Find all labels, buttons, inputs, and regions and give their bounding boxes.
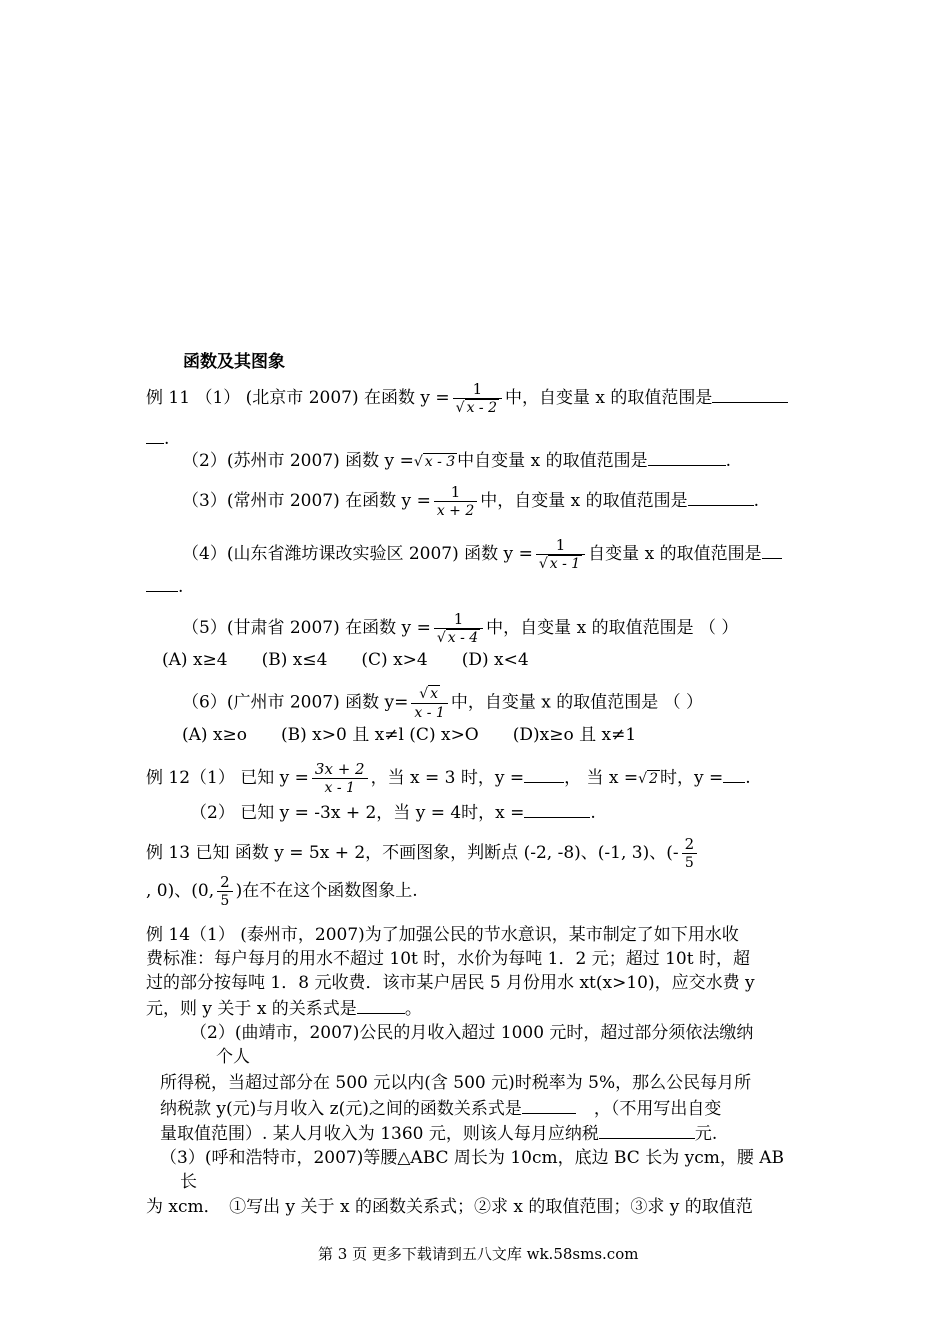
answer-blank[interactable] [723, 766, 745, 783]
ex14-line: （3）(呼和浩特市，2007)等腰△ABC 周长为 10cm，底边 BC 长为 ycm，腰 AB [160, 1148, 785, 1168]
ex12-part1: 例 12（1） 已知 y = $\frac{3x + 2}{x - 1}$ ，当 x = 3 时，y = ， 当 x =√ 2 时，y = . [146, 760, 751, 796]
fraction: $\frac{1}{√ x - 1}$ [536, 536, 585, 573]
ex14-line: 个人 [216, 1047, 250, 1067]
page-footer: 第 3 页 更多下载请到五八文库 wk.58sms.com [318, 1245, 639, 1263]
ex11-part5-options: (A) x≥4 (B) x≤4 (C) x>4 (D) x<4 [162, 650, 529, 670]
ex14-line: 为 xcm． ①写出 y 关于 x 的函数关系式；②求 x 的取值范围；③求 y 的取值范 [146, 1197, 753, 1217]
ex12-part2: （2） 已知 y = -3x + 2，当 y = 4时，x = . [190, 803, 596, 823]
ex14-line: 长 [180, 1172, 197, 1192]
ex14-line: （2）(曲靖市，2007)公民的月收入超过 1000 元时，超过部分须依法缴纳 [190, 1023, 754, 1043]
ex11-part3: （3）(常州市 2007) 在函数 y = $\frac{1}{x + 2}$ 中，自变量 x 的取值范围是 . [182, 483, 760, 519]
answer-blank[interactable] [146, 575, 178, 592]
ex14-line: 费标准：每户每月的用水不超过 10t 时，水价为每吨 1．2 元；超过 10t 时，超 [146, 949, 750, 969]
ex14-line: 例 14（1） (泰州市，2007)为了加强公民的节水意识，某市制定了如下用水收 [146, 925, 739, 945]
ex14-line: 元，则 y 关于 x 的关系式是 。 [146, 999, 422, 1019]
sqrt-expression: √ 2 [638, 771, 658, 787]
ex13-line2: , 0)、(0, $\frac{2}{5}$ )在不在这个函数图象上. [146, 873, 418, 909]
ex11-part1: 例 11 （1） (北京市 2007) 在函数 y = $\frac{1}{√ x - 2}$ 中，自变量 x 的取值范围是 [146, 380, 788, 417]
fraction: $\frac{1}{x + 2}$ [434, 483, 477, 520]
answer-blank[interactable] [357, 997, 405, 1014]
ex11-part6: （6）(广州市 2007) 函数 y= $\frac{√ x}{x - 1}$ 中，自变量 x 的取值范围是 （ ） [182, 686, 704, 721]
answer-blank[interactable] [524, 801, 590, 818]
fraction: $\frac{2}{5}$ [217, 873, 233, 910]
ex11-part5: （5）(甘肃省 2007) 在函数 y = $\frac{1}{√ x - 4}$ 中，自变量 x 的取值范围是 （ ） [182, 610, 739, 646]
ex11-part2: （2）(苏州市 2007) 函数 y =√ x - 3 中自变量 x 的取值范围是 . [182, 451, 731, 471]
ex11-part6-options: (A) x≥o (B) x>0 且 x≠l (C) x>O (D)x≥o 且 x≠1 [182, 725, 637, 745]
fraction: $\frac{1}{√ x - 2}$ [453, 380, 502, 417]
ex14-line: 纳税款 y(元)与月收入 z(元)之间的函数关系式是 ，（不用写出自变 [160, 1099, 722, 1119]
sqrt-expression: √ x - 3 [413, 454, 456, 470]
ex13-line1: 例 13 已知 函数 y = 5x + 2，不画图象，判断点 (-2, -8)、(-1, 3)、(- $\frac{2}{5}$ [146, 835, 700, 872]
ex14-line: 量取值范围）. 某人月收入为 1360 元，则该人每月应纳税 元. [160, 1124, 718, 1144]
answer-blank[interactable] [522, 1097, 576, 1114]
answer-blank[interactable] [688, 489, 754, 506]
answer-blank[interactable] [648, 449, 726, 466]
fraction: $\frac{2}{5}$ [682, 835, 698, 872]
answer-blank[interactable] [762, 542, 782, 559]
ex11-part4: （4）(山东省潍坊课改实验区 2007) 函数 y = $\frac{1}{√ x - 1}$ 自变量 x 的取值范围是 [182, 536, 782, 573]
fraction: $\frac{3x + 2}{x - 1}$ [312, 760, 368, 797]
ex14-line: 所得税，当超过部分在 500 元以内(含 500 元)时税率为 5%，那么公民每月所 [160, 1073, 752, 1093]
fraction: $\frac{1}{√ x - 4}$ [434, 610, 483, 647]
answer-blank[interactable] [599, 1122, 695, 1139]
answer-blank[interactable] [146, 427, 164, 444]
ex11-part1-tail: . [146, 427, 169, 450]
answer-blank[interactable] [524, 766, 564, 783]
answer-blank[interactable] [712, 386, 788, 403]
ex14-line: 过的部分按每吨 1．8 元收费．该市某户居民 5 月份用水 xt(x>10)，应交水费 y [146, 973, 755, 993]
section-title: 函数及其图象 [183, 352, 285, 372]
ex11-part4-tail: . [146, 575, 183, 598]
fraction: $\frac{√ x}{x - 1}$ [411, 684, 447, 722]
